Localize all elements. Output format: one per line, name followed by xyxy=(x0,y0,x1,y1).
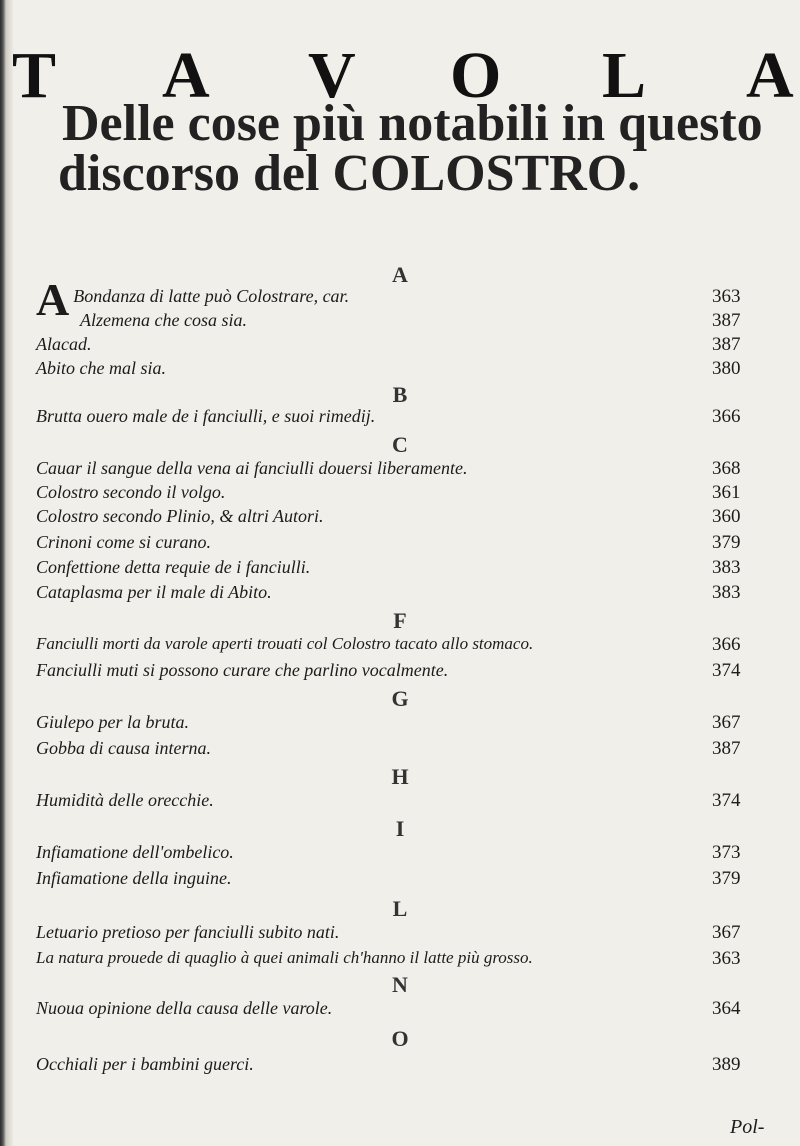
page-number: 380 xyxy=(712,358,741,379)
page-number: 363 xyxy=(712,948,741,969)
section-letter-i: I xyxy=(395,816,405,841)
index-entry: Crinoni come si curano. xyxy=(36,532,211,552)
index-entry: Nuoua opinione della causa delle varole. xyxy=(36,998,333,1018)
section-letter-c: C xyxy=(392,432,408,457)
page-number: 367 xyxy=(712,922,741,943)
section-letter-n: N xyxy=(392,972,408,997)
section-letter-l: L xyxy=(392,896,408,921)
page-number: 360 xyxy=(712,506,741,527)
page-number: 389 xyxy=(712,1054,741,1075)
index-entry: Humidità delle orecchie. xyxy=(36,790,214,810)
page-number: 364 xyxy=(712,998,741,1019)
page-number: 363 xyxy=(712,286,741,307)
index-entry: Fanciulli muti si possono curare che parlino vocalmente. xyxy=(36,660,449,680)
page-number: 373 xyxy=(712,842,741,863)
page-number: 368 xyxy=(712,458,741,479)
page-number: 379 xyxy=(712,532,741,553)
title-letter: A xyxy=(162,39,210,112)
catchword: Pol- xyxy=(730,1116,765,1138)
page-number: 374 xyxy=(712,660,741,681)
index-entry: Cauar il sangue della vena ai fanciulli douersi liberamente. xyxy=(36,458,468,478)
index-entry: Giulepo per la bruta. xyxy=(36,712,189,732)
index-entry: Colostro secondo il volgo. xyxy=(36,482,226,502)
index-entry: Brutta ouero male de i fanciulli, e suoi rimedij. xyxy=(36,406,376,426)
index-entry: Cataplasma per il male di Abito. xyxy=(36,582,272,602)
section-letter-a: A xyxy=(392,262,408,287)
index-entry: Colostro secondo Plinio, & altri Autori. xyxy=(36,506,324,526)
index-entry: Abito che mal sia. xyxy=(36,358,166,378)
page-number: 366 xyxy=(712,406,741,427)
section-letter-b: B xyxy=(392,382,408,407)
page-number: 387 xyxy=(712,334,741,355)
page-number: 374 xyxy=(712,790,741,811)
section-letter-o: O xyxy=(391,1026,409,1051)
page-number: 383 xyxy=(712,582,741,603)
page-number: 367 xyxy=(712,712,741,733)
page-number: 361 xyxy=(712,482,741,503)
index-entry: Occhiali per i bambini guerci. xyxy=(36,1054,254,1074)
page-number: 387 xyxy=(712,738,741,759)
page-number: 383 xyxy=(712,557,741,578)
index-entry: Alacad. xyxy=(36,334,92,354)
index-entry: Alzemena che cosa sia. xyxy=(80,310,247,330)
index-entry: Infiamatione della inguine. xyxy=(36,868,232,888)
index-entry: Letuario pretioso per fanciulli subito nati. xyxy=(36,922,340,942)
title-letter: O xyxy=(450,39,502,112)
drop-cap: A xyxy=(36,274,70,325)
page-number: 366 xyxy=(712,634,741,655)
index-entry: Gobba di causa interna. xyxy=(36,738,211,758)
page-number: 387 xyxy=(712,310,741,331)
title-letter: A xyxy=(746,39,794,112)
title-letter: V xyxy=(308,39,356,112)
title-letter: T xyxy=(12,39,57,112)
section-letter-g: G xyxy=(391,686,409,711)
section-letter-h: H xyxy=(391,764,409,789)
index-entry: Infiamatione dell'ombelico. xyxy=(36,842,234,862)
index-entry: La natura prouede di quaglio à quei animali ch'hanno il latte più grosso. xyxy=(36,948,533,967)
index-entry: Fanciulli morti da varole aperti trouati col Colostro tacato allo stomaco. xyxy=(36,634,534,653)
title-letter: L xyxy=(602,39,647,112)
subtitle-line-1: Delle cose più notabili in questo xyxy=(62,95,763,152)
subtitle-line-2: discorso del COLOSTRO. xyxy=(58,145,641,202)
page-number: 379 xyxy=(712,868,741,889)
section-letter-f: F xyxy=(393,608,407,633)
index-entry: Confettione detta requie de i fanciulli. xyxy=(36,557,311,577)
entry-text: Bondanza di latte può Colostrare, car. xyxy=(73,286,350,306)
